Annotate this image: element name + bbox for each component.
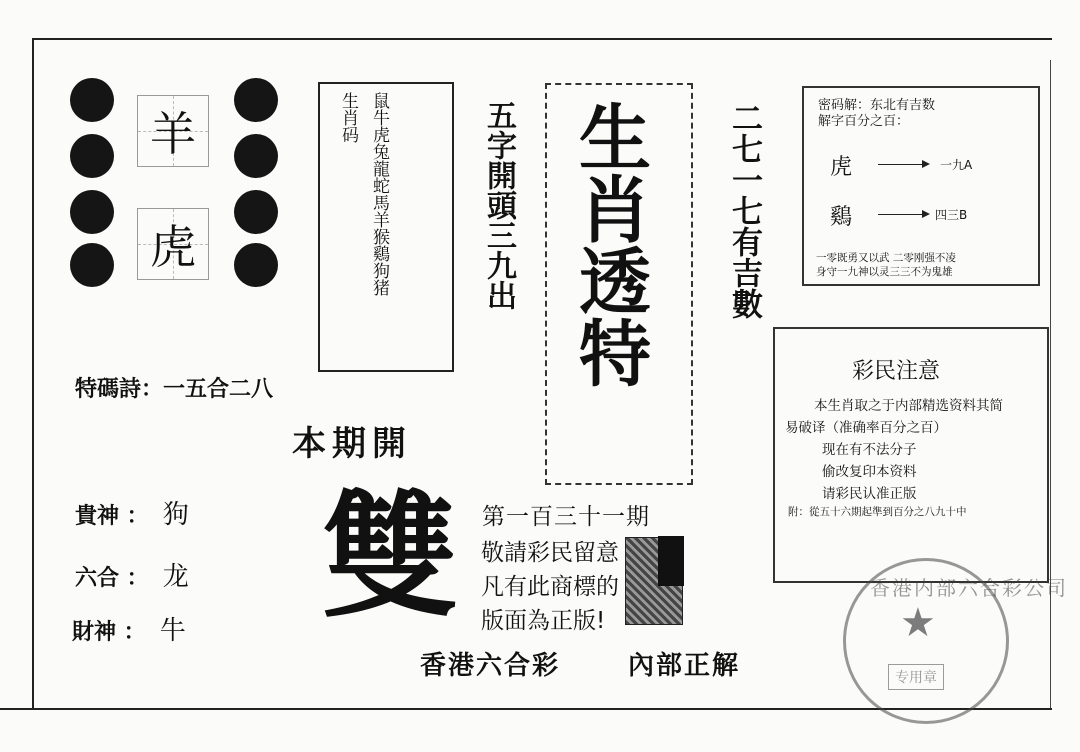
black-dot	[70, 243, 114, 287]
black-dot	[70, 190, 114, 234]
this-period-label: 本期開	[292, 424, 412, 464]
zodiac-box-tiger	[137, 208, 209, 280]
vertical-hint-left: 五字開頭三九出	[481, 100, 516, 310]
god-separator: ：	[119, 504, 149, 529]
code-footer: 身守一九神以灵三三不为鬼雄	[816, 266, 953, 278]
code-row-animal: 虎	[830, 155, 853, 180]
god-row	[75, 556, 189, 593]
code-subheader: 解字百分之百：	[818, 114, 910, 129]
notice-footnote: 附：從五十六期起準到百分之八九十中	[788, 506, 967, 518]
god-label: 六合	[75, 566, 120, 591]
black-dot	[234, 134, 278, 178]
stamp-text: 香港内部六合彩公司	[870, 576, 1068, 600]
border-top	[32, 38, 1052, 40]
vertical-hint-right: 二七一七有吉數	[726, 102, 762, 319]
god-row	[75, 494, 189, 531]
god-value: 牛	[159, 616, 186, 646]
code-footer: 一零既勇又以武 二零刚强不凌	[816, 252, 956, 264]
zodiac-char: 虎	[150, 220, 196, 274]
message-line: 敬請彩民留意	[481, 540, 619, 566]
god-row	[72, 610, 186, 647]
god-separator: ：	[119, 566, 149, 591]
trademark-bar	[658, 536, 684, 586]
god-separator: ：	[116, 620, 146, 645]
black-dot	[70, 134, 114, 178]
god-value: 狗	[162, 500, 189, 530]
code-header: 密码解：东北有吉数	[818, 98, 936, 113]
code-row-value: 一九A	[940, 158, 973, 172]
arrow-icon	[878, 214, 928, 215]
zodiac-char: 羊	[150, 107, 196, 161]
notice-title: 彩民注意	[852, 359, 941, 384]
zodiac-code-label: 生肖码	[338, 92, 358, 143]
zodiac-box-goat	[137, 95, 209, 167]
notice-line: 现在有不法分子	[822, 442, 917, 458]
border-left	[32, 38, 34, 710]
footer-right-title: 內部正解	[628, 651, 741, 681]
god-label: 貴神	[75, 504, 120, 529]
black-dot	[70, 78, 114, 122]
notice-line: 易破译（准确率百分之百）	[785, 420, 947, 436]
footer-left-title: 香港六合彩	[420, 651, 561, 681]
god-value: 龙	[162, 562, 189, 592]
god-label: 財神	[72, 620, 117, 645]
notice-line: 请彩民认准正版	[822, 486, 917, 502]
notice-line: 本生肖取之于内部精选资料其简	[814, 398, 1003, 414]
code-row-animal: 鷄	[830, 205, 853, 230]
center-title: 生肖透特	[567, 100, 652, 388]
zodiac-list: 鼠牛虎兔龍蛇馬羊猴鷄狗猪	[369, 92, 389, 296]
message-line: 凡有此商標的	[481, 574, 619, 600]
stamp-subtext: 专用章	[888, 664, 944, 690]
code-row-value: 四三B	[935, 208, 968, 222]
message-line: 版面為正版!	[481, 608, 606, 634]
big-answer-char: 雙	[322, 477, 458, 637]
star-icon: ★	[900, 600, 936, 646]
black-dot	[234, 190, 278, 234]
special-code-poem: 特碼詩：一五合二八	[75, 377, 274, 402]
notice-line: 偷改复印本资料	[822, 464, 917, 480]
issue-number: 第一百三十一期	[482, 504, 650, 530]
black-dot	[234, 243, 278, 287]
black-dot	[234, 78, 278, 122]
arrow-icon	[878, 164, 928, 165]
border-right	[1050, 60, 1051, 710]
